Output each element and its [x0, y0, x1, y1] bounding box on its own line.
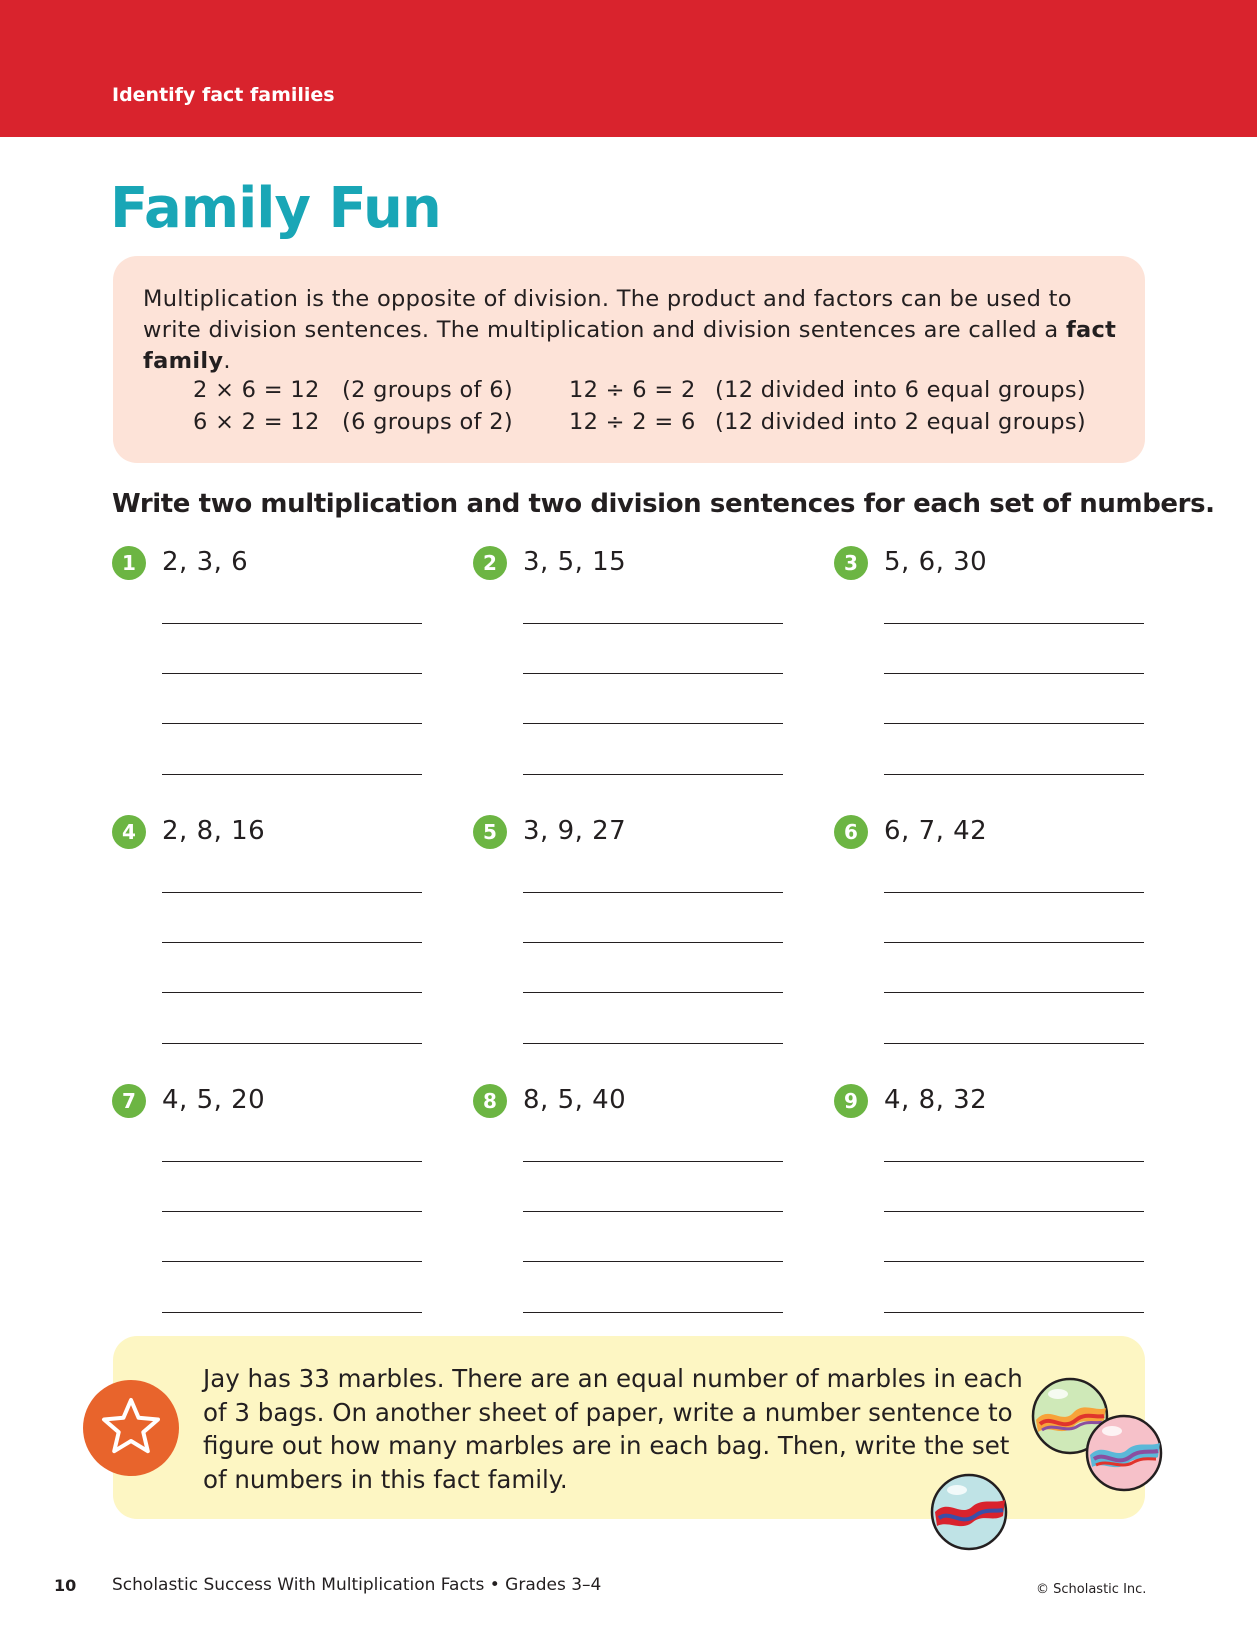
problem-number-set: 8, 5, 40: [523, 1085, 627, 1115]
answer-line[interactable]: [162, 623, 422, 624]
problem-number-badge: 5: [473, 815, 507, 849]
answer-line[interactable]: [523, 1261, 783, 1262]
problem-2: [473, 546, 783, 796]
answer-line[interactable]: [884, 942, 1144, 943]
problem-number-badge: 6: [834, 815, 868, 849]
answer-line[interactable]: [884, 1161, 1144, 1162]
answer-line[interactable]: [884, 892, 1144, 893]
fact-equation: 6 × 2 = 12: [193, 409, 320, 435]
answer-line[interactable]: [884, 1261, 1144, 1262]
info-term: fact family: [143, 317, 1117, 374]
answer-line[interactable]: [523, 723, 783, 724]
answer-line[interactable]: [884, 774, 1144, 775]
problem-number-badge: 9: [834, 1084, 868, 1118]
problem-number-badge: 3: [834, 546, 868, 580]
answer-line[interactable]: [523, 892, 783, 893]
page-number: 10: [54, 1576, 77, 1595]
fact-note-4: [715, 409, 1086, 435]
problem-number-set: 2, 8, 16: [162, 816, 266, 846]
answer-line[interactable]: [162, 1261, 422, 1262]
fact-note: (12 divided into 2 equal groups): [715, 409, 1086, 435]
answer-line[interactable]: [523, 673, 783, 674]
answer-line[interactable]: [884, 673, 1144, 674]
star-icon: [101, 1396, 161, 1456]
problem-1: [112, 546, 422, 796]
problem-6: [834, 815, 1144, 1065]
answer-line[interactable]: [884, 1211, 1144, 1212]
answer-line[interactable]: [884, 1043, 1144, 1044]
problem-4: [112, 815, 422, 1065]
star-badge: [83, 1380, 179, 1476]
problem-5: [473, 815, 783, 1065]
problem-number-set: 6, 7, 42: [884, 816, 988, 846]
answer-line[interactable]: [523, 942, 783, 943]
answer-line[interactable]: [523, 992, 783, 993]
instructions: Write two multiplication and two division sentences for each set of numbers.: [112, 489, 1215, 519]
answer-line[interactable]: [162, 1161, 422, 1162]
problem-number-set: 3, 9, 27: [523, 816, 627, 846]
fact-example-1: [193, 377, 320, 403]
fact-note: (2 groups of 6): [342, 377, 513, 403]
problem-7: [112, 1084, 422, 1334]
header-band: [0, 0, 1257, 137]
answer-line[interactable]: [162, 992, 422, 993]
fact-equation: 2 × 6 = 12: [193, 377, 320, 403]
answer-line[interactable]: [523, 623, 783, 624]
info-intro: Multiplication is the opposite of division. The product and factors can be used to write division sentences. The multiplication and division sentences are called a: [143, 286, 1072, 343]
bonus-text: Jay has 33 marbles. There are an equal number of marbles in each of 3 bags. On another sheet of paper, write a number sentence to figure out how many marbles are in each bag. Then, write the set of numbers in this fact family.: [203, 1364, 1023, 1494]
fact-note-1: [342, 377, 513, 403]
answer-line[interactable]: [162, 774, 422, 775]
answer-line[interactable]: [162, 1211, 422, 1212]
info-period: .: [223, 348, 231, 374]
marble-icon: [1084, 1413, 1164, 1493]
book-title: Scholastic Success With Multiplication Facts • Grades 3–4: [112, 1575, 602, 1595]
problem-number-set: 5, 6, 30: [884, 547, 988, 577]
problem-9: [834, 1084, 1144, 1334]
fact-note-3: [342, 409, 513, 435]
page-title: Family Fun: [110, 176, 441, 241]
answer-line[interactable]: [523, 1043, 783, 1044]
answer-line[interactable]: [162, 1043, 422, 1044]
problem-3: [834, 546, 1144, 796]
marble-icon: [929, 1472, 1009, 1552]
problem-8: [473, 1084, 783, 1334]
problem-number-set: 4, 8, 32: [884, 1085, 988, 1115]
problem-number-badge: 2: [473, 546, 507, 580]
fact-example-2: [569, 377, 696, 403]
fact-example-4: [569, 409, 696, 435]
problem-number-badge: 7: [112, 1084, 146, 1118]
problem-number-set: 4, 5, 20: [162, 1085, 266, 1115]
fact-note-2: [715, 377, 1086, 403]
answer-line[interactable]: [523, 1211, 783, 1212]
answer-line[interactable]: [162, 892, 422, 893]
answer-line[interactable]: [162, 723, 422, 724]
fact-note: (6 groups of 2): [342, 409, 513, 435]
answer-line[interactable]: [884, 723, 1144, 724]
answer-line[interactable]: [523, 1161, 783, 1162]
problem-number-set: 3, 5, 15: [523, 547, 627, 577]
info-box: [113, 256, 1145, 463]
answer-line[interactable]: [162, 942, 422, 943]
copyright: © Scholastic Inc.: [1036, 1582, 1147, 1597]
answer-line[interactable]: [523, 774, 783, 775]
answer-line[interactable]: [884, 1312, 1144, 1313]
fact-example-3: [193, 409, 320, 435]
info-text: [143, 284, 1123, 377]
problem-number-badge: 8: [473, 1084, 507, 1118]
problem-number-badge: 4: [112, 815, 146, 849]
fact-note: (12 divided into 6 equal groups): [715, 377, 1086, 403]
topic-label: Identify fact families: [112, 84, 335, 106]
fact-equation: 12 ÷ 6 = 2: [569, 377, 696, 403]
fact-equation: 12 ÷ 2 = 6: [569, 409, 696, 435]
answer-line[interactable]: [884, 623, 1144, 624]
answer-line[interactable]: [884, 992, 1144, 993]
problem-number-badge: 1: [112, 546, 146, 580]
problem-number-set: 2, 3, 6: [162, 547, 249, 577]
answer-line[interactable]: [162, 1312, 422, 1313]
answer-line[interactable]: [162, 673, 422, 674]
answer-line[interactable]: [523, 1312, 783, 1313]
